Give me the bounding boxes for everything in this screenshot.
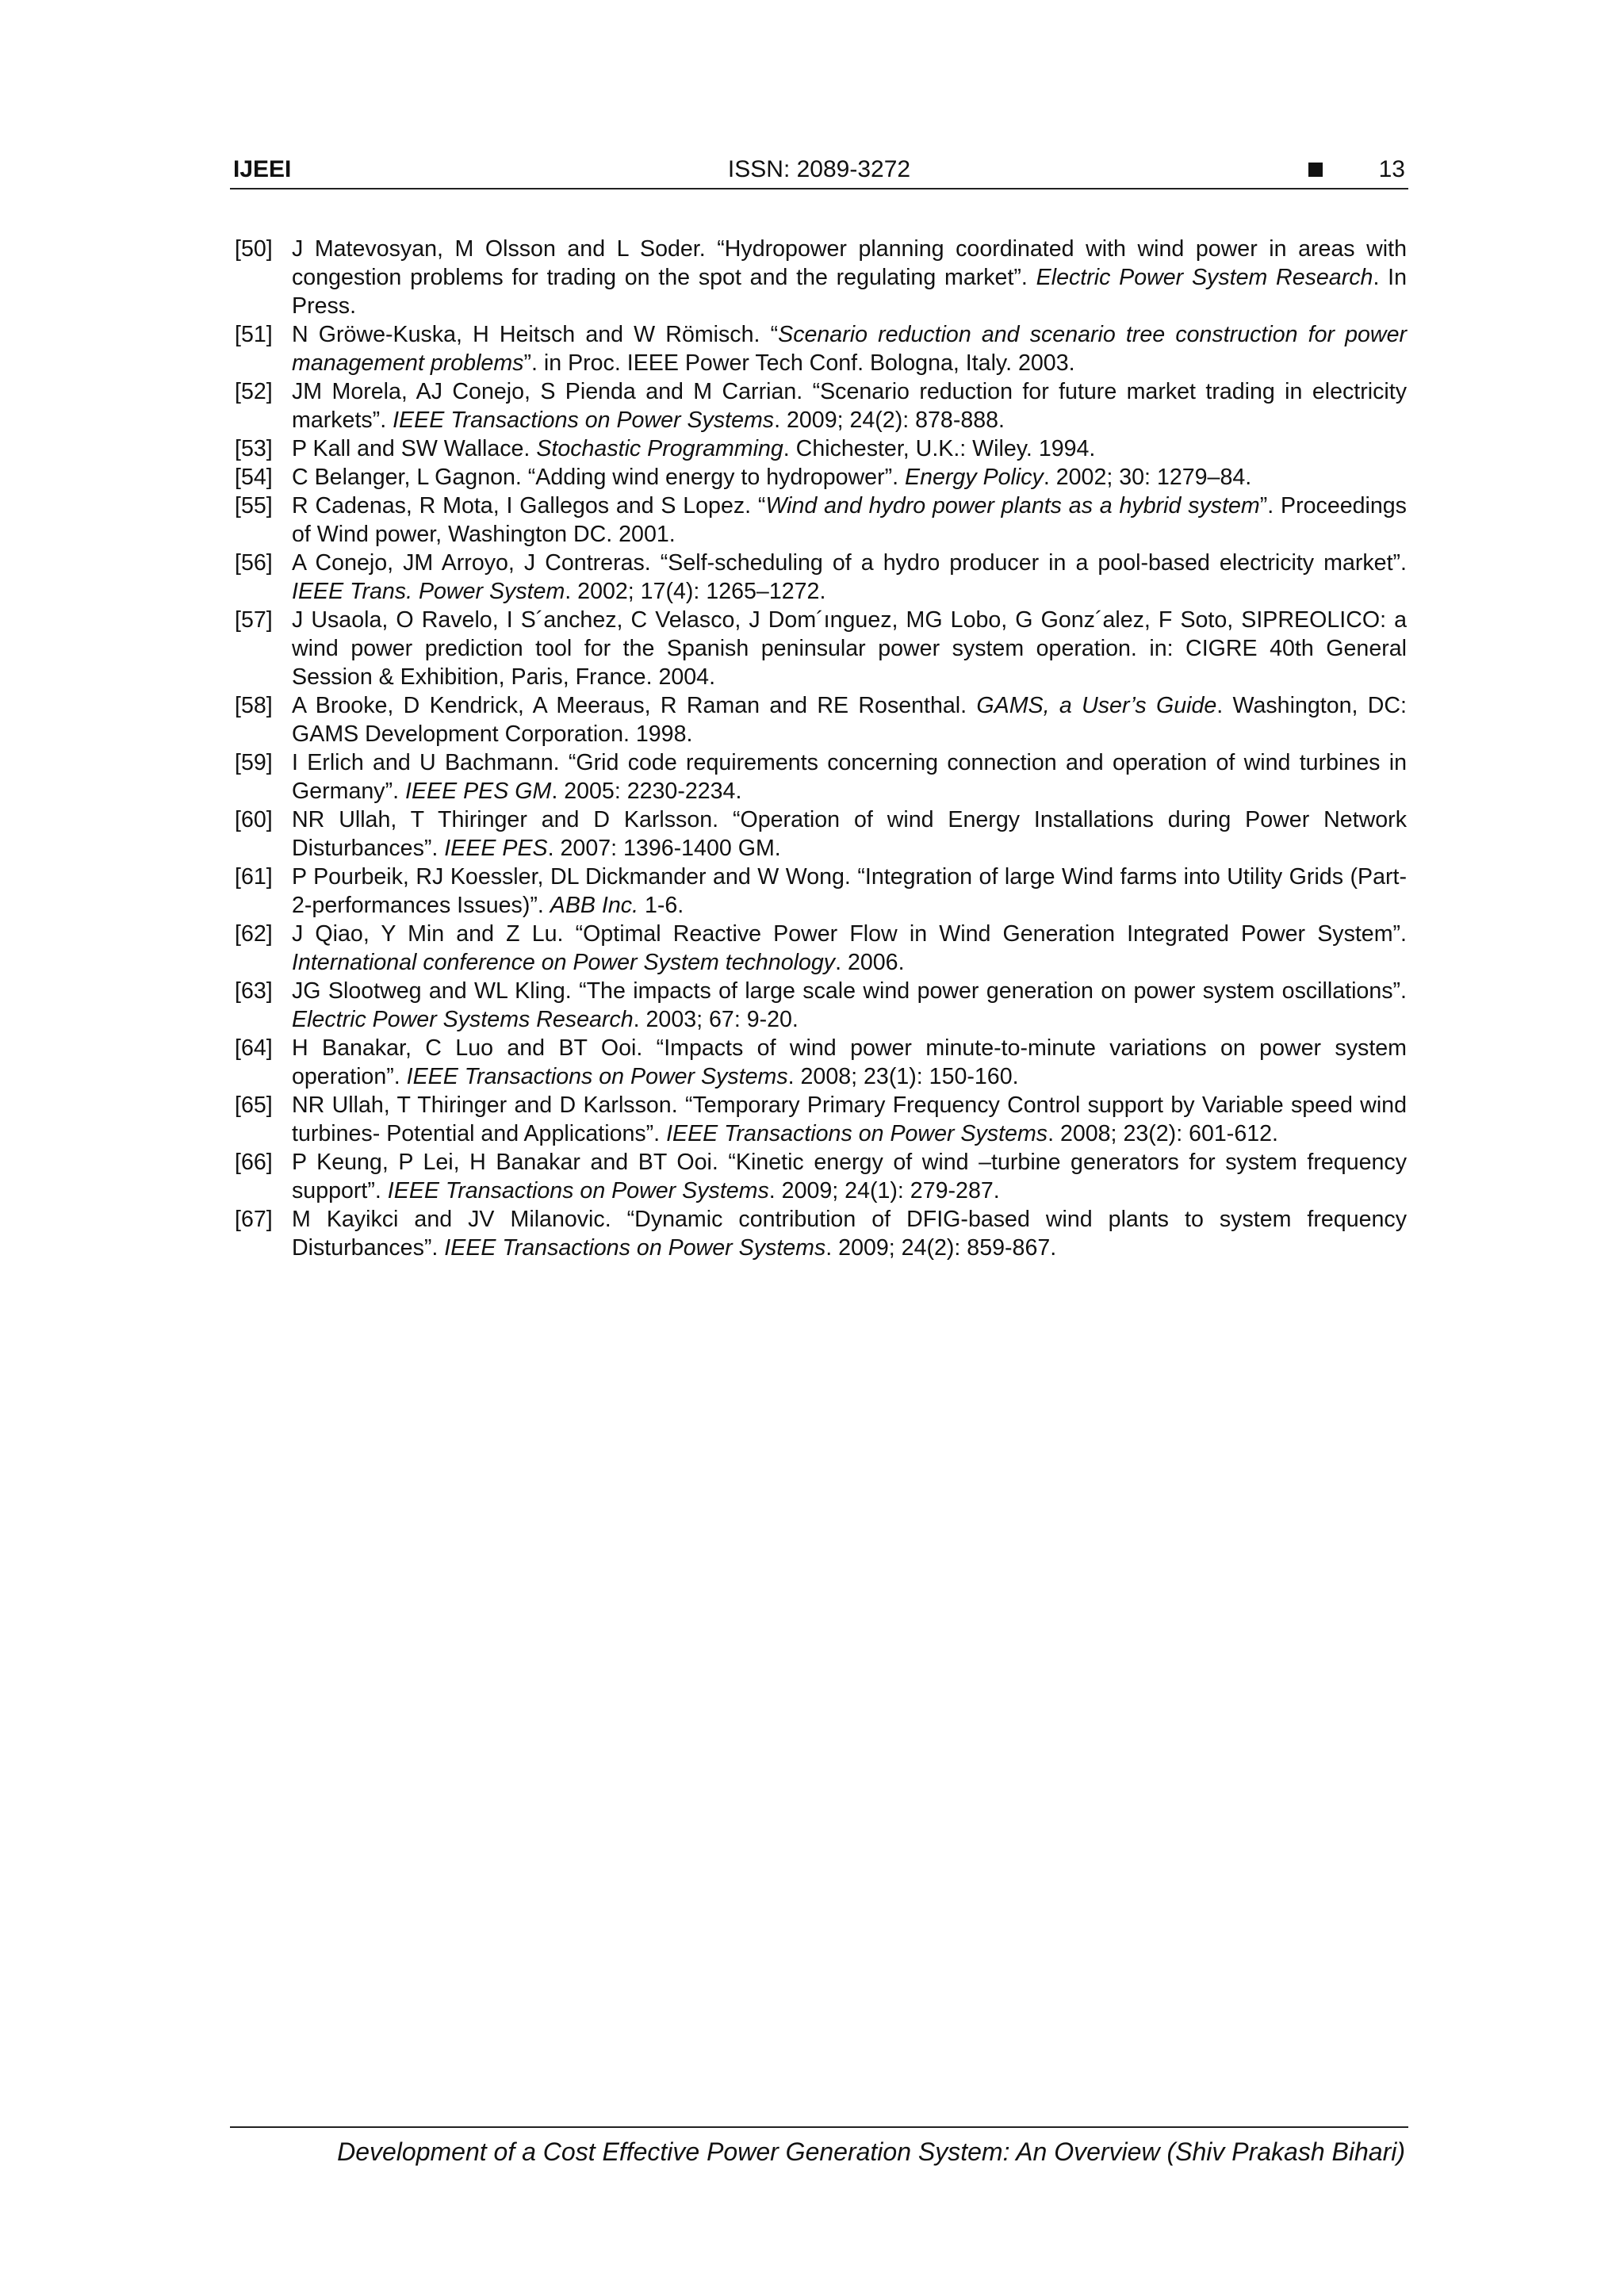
reference-number: [53]: [235, 436, 273, 461]
reference-item: [235, 691, 1407, 748]
reference-item: [235, 1205, 1407, 1262]
reference-text: [292, 748, 1407, 806]
reference-italic-part: Stochastic Programming: [536, 436, 783, 461]
reference-item: [235, 806, 1407, 863]
reference-text: [292, 235, 1407, 320]
square-bullet-icon: [1308, 163, 1323, 177]
reference-part: . 2002; 30: 1279–84.: [1043, 465, 1252, 490]
reference-part: . 2003; 67: 9-20.: [633, 1007, 799, 1032]
reference-italic-part: IEEE PES: [444, 836, 548, 861]
reference-part: I Erlich and U Bachmann. “Grid code requirements concerning connection and operation of wind turbines in Germany”.: [292, 750, 1407, 804]
reference-part: JM Morela, AJ Conejo, S Pienda and M Carrian. “Scenario reduction for future market trading in electricity markets”.: [292, 379, 1407, 433]
reference-part: J Usaola, O Ravelo, I S´anchez, C Velasco, J Dom´ınguez, MG Lobo, G Gonz´alez, F Soto, SIPREOLICO: a wind power prediction tool for the Spanish peninsular power system operation. in: CIGRE 40th General Session & Exhibition, Paris, France. 2004.: [292, 607, 1407, 690]
reference-italic-part: Scenario reduction and scenario tree construction for power management problems: [292, 322, 1408, 376]
reference-italic-part: IEEE Transactions on Power Systems: [393, 408, 775, 433]
reference-part: . In Press.: [292, 265, 1407, 319]
reference-text: [292, 863, 1407, 920]
reference-number: [63]: [235, 978, 273, 1004]
reference-item: [235, 748, 1407, 806]
reference-part: ”. Proceedings of Wind power, Washington DC. 2001.: [292, 493, 1407, 547]
reference-text: [292, 320, 1407, 377]
reference-italic-part: IEEE Transactions on Power Systems: [406, 1064, 788, 1089]
reference-number: [57]: [235, 607, 273, 633]
reference-part: . 2009; 24(2): 859-867.: [825, 1235, 1057, 1261]
reference-item: [235, 1034, 1407, 1091]
reference-item: [235, 434, 1407, 463]
reference-number: [52]: [235, 379, 273, 404]
reference-text: [292, 1091, 1407, 1148]
reference-italic-part: IEEE PES GM: [405, 779, 552, 804]
reference-item: [235, 1091, 1407, 1148]
reference-number: [61]: [235, 864, 273, 890]
reference-italic-part: IEEE Transactions on Power Systems: [387, 1178, 769, 1203]
reference-part: A Brooke, D Kendrick, A Meeraus, R Raman and RE Rosenthal.: [292, 693, 977, 718]
reference-text: [292, 806, 1407, 863]
reference-italic-part: International conference on Power System technology: [292, 950, 836, 975]
reference-number: [65]: [235, 1093, 273, 1118]
reference-italic-part: Electric Power System Research: [1036, 265, 1373, 290]
reference-text: [292, 920, 1407, 977]
reference-item: [235, 549, 1407, 606]
reference-italic-part: Wind and hydro power plants as a hybrid system: [765, 493, 1260, 519]
reference-item: [235, 320, 1407, 377]
page-header: [230, 153, 1408, 189]
page-footer: [230, 2126, 1408, 2167]
reference-number: [55]: [235, 493, 273, 519]
reference-number: [50]: [235, 236, 273, 262]
reference-part: P Keung, P Lei, H Banakar and BT Ooi. “Kinetic energy of wind –turbine generators for system frequency support”.: [292, 1150, 1407, 1203]
reference-part: . 2006.: [835, 950, 905, 975]
reference-part: . Washington, DC: GAMS Development Corporation. 1998.: [292, 693, 1407, 747]
reference-italic-part: ABB Inc.: [550, 893, 639, 918]
reference-text: [292, 977, 1407, 1034]
reference-part: J Matevosyan, M Olsson and L Soder. “Hydropower planning coordinated with wind power in areas with congestion problems for trading on the spot and the regulating market”.: [292, 236, 1407, 290]
reference-text: [292, 691, 1407, 748]
reference-part: M Kayikci and JV Milanovic. “Dynamic contribution of DFIG-based wind plants to system frequency Disturbances”.: [292, 1207, 1407, 1261]
footer-title: Development of a Cost Effective Power Generation System: An Overview (Shiv Prakash Bihari): [337, 2137, 1405, 2166]
reference-text: [292, 377, 1407, 434]
reference-part: H Banakar, C Luo and BT Ooi. “Impacts of wind power minute-to-minute variations on power system operation”.: [292, 1035, 1407, 1089]
reference-text: [292, 434, 1407, 463]
reference-item: [235, 977, 1407, 1034]
reference-text: [292, 1148, 1407, 1205]
reference-part: . 2009; 24(1): 279-287.: [768, 1178, 1000, 1203]
reference-number: [66]: [235, 1150, 273, 1175]
reference-part: R Cadenas, R Mota, I Gallegos and S Lopez. “: [292, 493, 766, 519]
reference-text: [292, 1034, 1407, 1091]
reference-part: P Kall and SW Wallace.: [292, 436, 537, 461]
reference-part: . 2008; 23(2): 601-612.: [1048, 1121, 1278, 1146]
reference-italic-part: Electric Power Systems Research: [292, 1007, 634, 1032]
reference-part: P Pourbeik, RJ Koessler, DL Dickmander and W Wong. “Integration of large Wind farms into Utility Grids (Part-2-performances Issues)”.: [292, 864, 1407, 918]
reference-number: [56]: [235, 550, 273, 576]
reference-italic-part: IEEE Transactions on Power Systems: [666, 1121, 1048, 1146]
reference-part: . 2008; 23(1): 150-160.: [787, 1064, 1019, 1089]
reference-item: [235, 492, 1407, 549]
reference-part: J Qiao, Y Min and Z Lu. “Optimal Reactive Power Flow in Wind Generation Integrated Power System”.: [292, 921, 1407, 947]
journal-name: IJEEI: [233, 156, 292, 182]
reference-part: N Gröwe-Kuska, H Heitsch and W Römisch. “: [292, 322, 779, 347]
reference-part: 1-6.: [638, 893, 684, 918]
reference-part: A Conejo, JM Arroyo, J Contreras. “Self-scheduling of a hydro producer in a pool-based electricity market”.: [292, 550, 1407, 576]
reference-number: [67]: [235, 1207, 273, 1232]
reference-number: [58]: [235, 693, 273, 718]
reference-item: [235, 920, 1407, 977]
reference-italic-part: GAMS, a User’s Guide: [976, 693, 1217, 718]
reference-list: [235, 235, 1407, 1262]
reference-part: C Belanger, L Gagnon. “Adding wind energy to hydropower”.: [292, 465, 906, 490]
reference-number: [62]: [235, 921, 273, 947]
reference-italic-part: IEEE Transactions on Power Systems: [444, 1235, 826, 1261]
reference-number: [64]: [235, 1035, 273, 1061]
reference-text: [292, 1205, 1407, 1262]
page-number: 13: [1378, 156, 1405, 182]
reference-part: . 2005: 2230-2234.: [551, 779, 742, 804]
reference-item: [235, 235, 1407, 320]
reference-part: . Chichester, U.K.: Wiley. 1994.: [783, 436, 1096, 461]
reference-number: [51]: [235, 322, 273, 347]
reference-part: . 2007: 1396-1400 GM.: [547, 836, 781, 861]
reference-text: [292, 492, 1407, 549]
reference-text: [292, 606, 1407, 691]
reference-part: JG Slootweg and WL Kling. “The impacts of large scale wind power generation on power system oscillations”.: [292, 978, 1407, 1004]
reference-part: NR Ullah, T Thiringer and D Karlsson. “Operation of wind Energy Installations during Power Network Disturbances”.: [292, 807, 1407, 861]
reference-italic-part: IEEE Trans. Power System: [292, 579, 565, 604]
reference-number: [60]: [235, 807, 273, 832]
reference-part: NR Ullah, T Thiringer and D Karlsson. “Temporary Primary Frequency Control support by Variable speed wind turbines- Potential and Applications”.: [292, 1093, 1407, 1146]
reference-item: [235, 606, 1407, 691]
reference-item: [235, 463, 1407, 492]
reference-part: . 2009; 24(2): 878-888.: [774, 408, 1005, 433]
reference-italic-part: Energy Policy: [905, 465, 1044, 490]
reference-part: . 2002; 17(4): 1265–1272.: [565, 579, 826, 604]
reference-item: [235, 377, 1407, 434]
reference-text: [292, 549, 1407, 606]
reference-text: [292, 463, 1407, 492]
issn-label: ISSN: 2089-3272: [727, 156, 911, 182]
reference-number: [54]: [235, 465, 273, 490]
reference-number: [59]: [235, 750, 273, 775]
reference-part: ”. in Proc. IEEE Power Tech Conf. Bologna, Italy. 2003.: [523, 350, 1075, 376]
reference-item: [235, 1148, 1407, 1205]
reference-item: [235, 863, 1407, 920]
